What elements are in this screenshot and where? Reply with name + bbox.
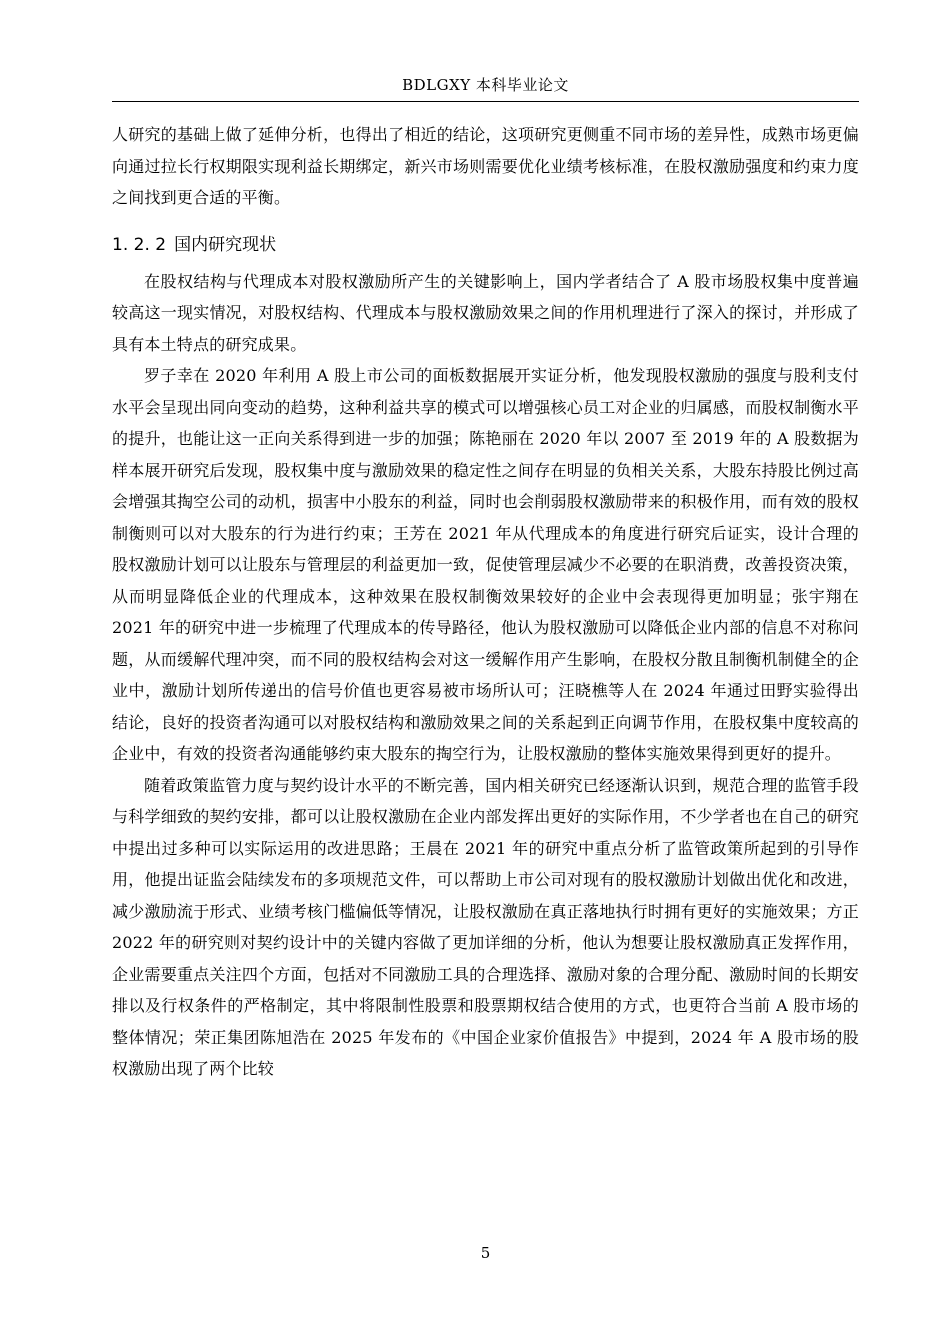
header-rule [112,101,859,102]
body-text [112,119,859,1085]
paragraph-1: 在股权结构与代理成本对股权激励所产生的关键影响上，国内学者结合了 A 股市场股权集中度普遍较高这一现实情况，对股权结构、代理成本与股权激励效果之间的作用机理进行了深入的探讨，并形成了具有本土特点的研究成果。 [112,271,859,354]
running-header: BDLGXY 本科毕业论文 [402,76,569,94]
paragraph-2: 罗子幸在 2020 年利用 A 股上市公司的面板数据展开实证分析，他发现股权激励的强度与股利支付水平会呈现出同向变动的趋势，这种利益共享的模式可以增强核心员工对企业的归属感，而股权制衡水平的提升，也能让这一正向关系得到进一步的加强；陈艳丽在 2020 年以 2007 至 2019 年的 A 股数据为样本展开研究后发现，股权集中度与激励效果的稳定性之间存在明显的负相关关系，大股东持股比例过高会增强其掏空公司的动机，损害中小股东的利益，同时也会削弱股权激励带来的积极作用，而有效的股权制衡则可以对大股东的行为进行约束；王芳在 2021 年从代理成本的角度进行研究后证实，设计合理的股权激励计划可以让股东与管理层的利益更加一致，促使管理层减少不必要的在职消费，改善投资决策，从而明显降低企业的代理成本，这种效果在股权制衡效果较好的企业中会表现得更加明显；张宇翔在 2021 年的研究中进一步梳理了代理成本的传导路径，他认为股权激励可以降低企业内部的信息不对称问题，从而缓解代理冲突，而不同的股权结构会对这一缓解作用产生影响，在股权分散且制衡机制健全的企业中，激励计划所传递出的信号价值也更容易被市场所认可；汪晓樵等人在 2024 年通过田野实验得出结论，良好的投资者沟通可以对股权结构和激励效果之间的关系起到正向调节作用，在股权集中度较高的企业中，有效的投资者沟通能够约束大股东的掏空行为，让股权激励的整体实施效果得到更好的提升。 [112,366,859,763]
paragraph-continued: 人研究的基础上做了延伸分析，也得出了相近的结论，这项研究更侧重不同市场的差异性，成熟市场更偏向通过拉长行权期限实现利益长期绑定，新兴市场则需要优化业绩考核标准，在股权激励强度和约束力度之间找到更合适的平衡。 [112,125,859,207]
section-heading [112,230,859,260]
section-title: 国内研究现状 [174,234,277,255]
section-number: 1. 2. 2 [112,234,167,255]
page-number: 5 [480,1244,491,1262]
paragraph-3: 随着政策监管力度与契约设计水平的不断完善，国内相关研究已经逐渐认识到，规范合理的监管手段与科学细致的契约安排，都可以让股权激励在企业内部发挥出更好的实际作用，不少学者也在自己的研究中提出过多种可以实际运用的改进思路；王晨在 2021 年的研究中重点分析了监管政策所起到的引导作用，他提出证监会陆续发布的多项规范文件，可以帮助上市公司对现有的股权激励计划做出优化和改进，减少激励流于形式、业绩考核门槛偏低等情况，让股权激励在真正落地执行时拥有更好的实施效果；方正 2022 年的研究则对契约设计中的关键内容做了更加详细的分析，他认为想要让股权激励真正发挥作用，企业需要重点关注四个方面，包括对不同激励工具的合理选择、激励对象的合理分配、激励时间的长期安排以及行权条件的严格制定，其中将限制性股票和股票期权结合使用的方式，也更符合当前 A 股市场的整体情况；荣正集团陈旭浩在 2025 年发布的《中国企业家价值报告》中提到，2024 年 A 股市场的股权激励出现了两个比较 [112,775,859,1078]
